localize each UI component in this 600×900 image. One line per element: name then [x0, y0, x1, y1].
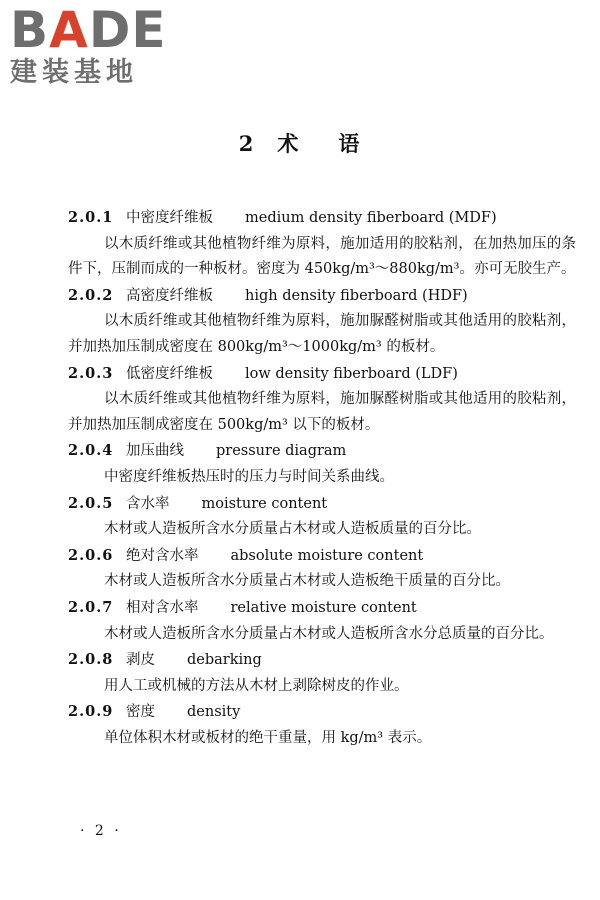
term-number: 2.0.4 [68, 442, 114, 460]
logo-letters-de: DE [88, 1, 167, 59]
chapter-number: 2 [238, 131, 256, 156]
term-entry [68, 543, 576, 595]
term-chinese: 高密度纤维板 [126, 287, 213, 304]
term-english: low density fiberboard (LDF) [245, 365, 458, 382]
term-english: pressure diagram [216, 443, 347, 460]
term-definition: 木材或人造板所含水分质量占木材或人造板所含水分总质量的百分比。 [104, 625, 554, 642]
page-number: · 2 · [80, 823, 122, 839]
term-definition: 以木质纤维或其他植物纤维为原料，施加脲醛树脂或其他适用的胶粘剂，并加热加压制成密度在 800kg/m³～1000kg/m³ 的板材。 [68, 313, 576, 355]
term-definition: 单位体积木材或板材的绝干重量，用 kg/m³ 表示。 [104, 729, 432, 746]
term-entry [68, 699, 576, 751]
term-definition: 以木质纤维或其他植物纤维为原料，施加脲醛树脂或其他适用的胶粘剂，并加热加压制成密度在 500kg/m³ 以下的板材。 [68, 391, 576, 433]
term-number: 2.0.7 [68, 598, 114, 616]
term-definition: 中密度纤维板热压时的压力与时间关系曲线。 [104, 468, 394, 485]
logo-letter-b: B [10, 1, 50, 59]
logo-subtitle: 建装基地 [10, 57, 138, 88]
term-number: 2.0.5 [68, 494, 114, 512]
term-heading [68, 543, 576, 570]
term-entry [68, 205, 576, 283]
chapter-title-part1: 术 [277, 131, 301, 156]
term-entry [68, 647, 576, 699]
term-chinese: 含水率 [126, 495, 170, 512]
term-number: 2.0.9 [68, 703, 114, 721]
term-definition: 木材或人造板所含水分质量占木材或人造板绝干质量的百分比。 [104, 573, 510, 590]
term-chinese: 中密度纤维板 [126, 210, 213, 226]
term-english: absolute moisture content [230, 547, 424, 564]
logo [10, 1, 167, 89]
term-entry [68, 491, 576, 543]
chapter-title [0, 128, 600, 158]
term-number: 2.0.2 [68, 286, 114, 304]
term-definition: 用人工或机械的方法从木材上剥除树皮的作业。 [104, 677, 409, 694]
chapter-title-part2: 语 [338, 131, 362, 156]
term-entry [68, 438, 576, 490]
term-chinese: 绝对含水率 [126, 547, 199, 564]
term-entry [68, 361, 576, 439]
term-number: 2.0.6 [68, 546, 114, 564]
logo-letter-a: A [49, 1, 89, 59]
term-english: moisture content [201, 495, 328, 512]
term-heading [68, 361, 576, 388]
term-chinese: 相对含水率 [126, 599, 199, 616]
term-entry [68, 595, 576, 647]
term-number: 2.0.1 [68, 209, 114, 226]
term-heading [68, 491, 576, 518]
term-english: medium density fiberboard (MDF) [245, 210, 497, 226]
term-heading [68, 205, 576, 232]
term-english: high density fiberboard (HDF) [245, 287, 468, 304]
term-entry [68, 283, 576, 361]
term-chinese: 加压曲线 [126, 443, 184, 460]
term-heading [68, 595, 576, 622]
logo-wordmark [10, 1, 167, 59]
term-heading [68, 699, 576, 726]
term-definition: 木材或人造板所含水分质量占木材或人造板质量的百分比。 [104, 521, 481, 538]
term-english: density [187, 704, 241, 721]
terms-list [68, 205, 576, 751]
term-chinese: 低密度纤维板 [126, 365, 213, 382]
term-english: relative moisture content [230, 599, 417, 616]
term-definition: 以木质纤维或其他植物纤维为原料，施加适用的胶粘剂，在加热加压的条件下，压制而成的一种板材。密度为 450kg/m³～880kg/m³。亦可无胶生产。 [68, 235, 576, 278]
term-heading [68, 283, 576, 310]
term-heading [68, 438, 576, 465]
term-chinese: 剥皮 [126, 652, 155, 669]
term-chinese: 密度 [126, 704, 155, 721]
term-english: debarking [187, 652, 262, 669]
term-heading [68, 647, 576, 674]
term-number: 2.0.8 [68, 651, 114, 669]
term-number: 2.0.3 [68, 364, 114, 382]
